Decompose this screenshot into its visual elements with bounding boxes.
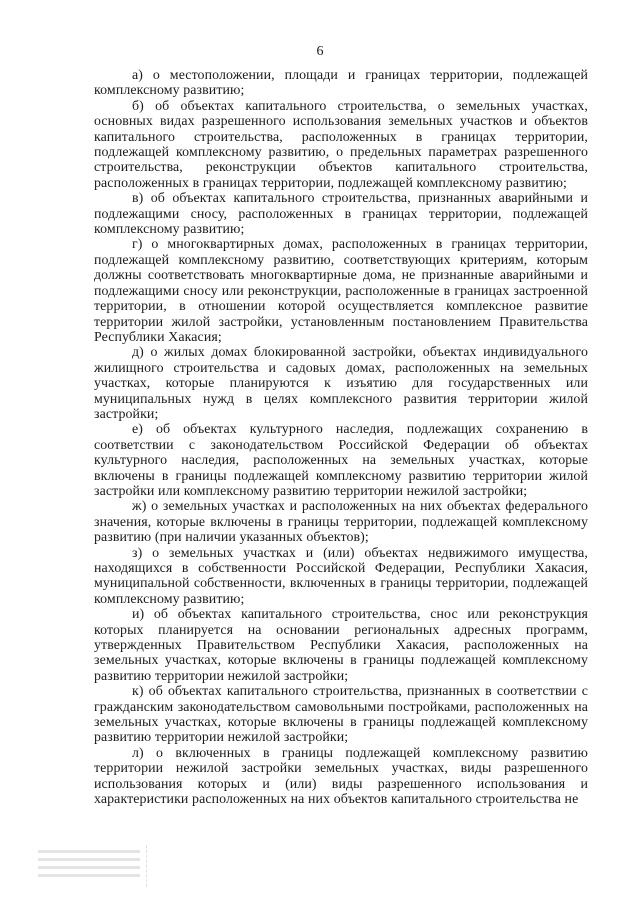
faded-stamp [34, 845, 147, 887]
list-item-d: д) о жилых домах блокированной застройки, объектах индивидуального жилищного строительства и садовых домах, расположенных на земельных участках, которые планируются к изъятию для государственных или муниципальных нужд в целях комплексного развития территории жилой застройки; [94, 345, 588, 422]
list-item-k: к) об объектах капитального строительства, признанных в соответствии с гражданским законодательством самовольными постройками, расположенных на земельных участках, которые включены в границы подлежащей комплексному развитию территории нежилой застройки; [94, 684, 588, 746]
list-item-l: л) о включенных в границы подлежащей комплексному развитию территории нежилой застройки земельных участках, виды разрешенного использования которых и (или) виды разрешенного использования и характеристики расположенных на них объектов капитального строительства не [94, 745, 588, 808]
list-item-a: а) о местоположении, площади и границах территории, подлежащей комплексному развитию; [94, 68, 588, 99]
page-number: 6 [316, 44, 324, 59]
list-item-z: з) о земельных участках и (или) объектах недвижимого имущества, находящихся в собственности Российской Федерации, Республики Хакасия, муниципальной собственности, включенных в границы территории, подлежащей комплексному развитию; [94, 545, 588, 607]
list-item-g: г) о многоквартирных домах, расположенных в границах территории, подлежащей комплексному развитию, соответствующих критериям, которым должны соответствовать многоквартирные дома, не признанные аварийными и подлежащими сносу или реконструкции, расположенные в границах застроенной территории, в отношении которой осуществляется комплексное развитие территории жилой застройки, установленным постановлением Правительства Республики Хакасия; [94, 237, 588, 345]
document-body [94, 68, 588, 808]
list-item-b: б) об объектах капитального строительства, о земельных участках, основных видах разрешенного использования земельных участков и объектов капитального строительства, расположенных в границах территории, подлежащей комплексному развитию, о предельных параметрах разрешенного строительства, реконструкции объектов капитального строительства, расположенных в границах территории, подлежащей комплексному развитию; [94, 98, 588, 191]
list-item-v: в) об объектах капитального строительства, признанных аварийными и подлежащими сносу, расположенных в границах территории, подлежащей комплексному развитию; [94, 191, 588, 238]
list-item-zh: ж) о земельных участках и расположенных на них объектах федерального значения, которые включены в границы территории, подлежащей комплексному развитию (при наличии указанных объектов); [94, 499, 588, 546]
list-item-e: е) об объектах культурного наследия, подлежащих сохранению в соответствии с законодательством Российской Федерации об объектах культурного наследия, расположенных на земельных участках, которые включены в границы подлежащей комплексному развитию территории жилой застройки или комплексному развитию территории нежилой застройки; [94, 422, 588, 499]
list-item-i: и) об объектах капитального строительства, снос или реконструкция которых планируется на основании региональных адресных программ, утвержденных Правительством Республики Хакасия, расположенных на земельных участках, которые включены в границы подлежащей комплексному развитию территории нежилой застройки; [94, 607, 588, 684]
